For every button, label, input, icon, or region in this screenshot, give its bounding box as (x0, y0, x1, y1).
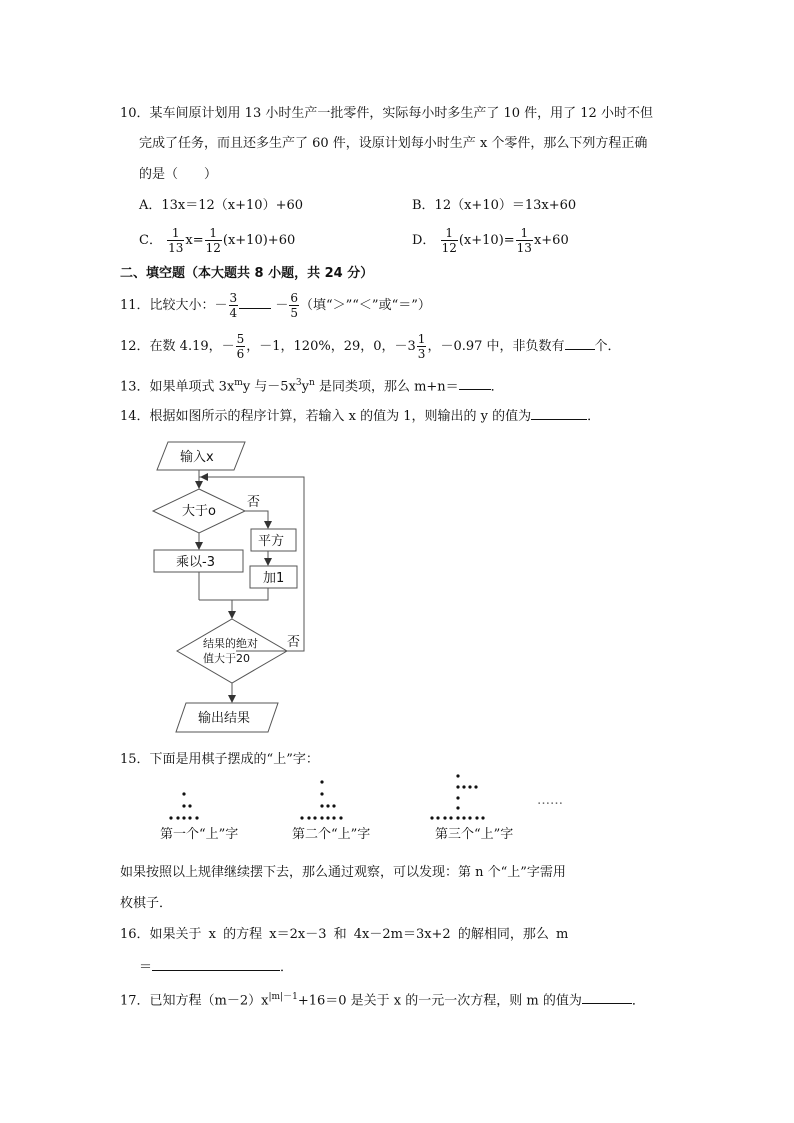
fraction: $\frac{3}{4}$ (229, 291, 238, 320)
fraction: $\frac{5}{6}$ (236, 332, 245, 361)
q10-option-c: C． $\frac{1}{13}$ x= $\frac{1}{12}$ (x+10)+60 (139, 226, 296, 255)
fraction: $\frac{1}{13}$ (168, 226, 184, 255)
q15-ellipsis: …… (537, 793, 563, 808)
flow-no1-label: 否 (247, 495, 261, 510)
flow-cond1-label: 大于o (182, 504, 216, 519)
q15-text: 15．下面是用棋子摆成的“上”字： (120, 752, 319, 767)
q15-caption-3: 第三个“上”字 (435, 827, 514, 842)
q16-line1: 16．如果关于 x 的方程 x＝2x－3 和 4x－2m＝3x+2 的解相同，那么 m (120, 927, 569, 942)
flow-cond2-line1: 结果的绝对 (203, 637, 258, 650)
q15-follow-1: 如果按照以上规律继续摆下去，那么通过观察，可以发现：第 n 个“上”字需用 (120, 865, 566, 880)
flow-add-label: 加1 (263, 571, 285, 586)
q13: 13．如果单项式 $3x^my$ 与$-5x^3y^n$ 是同类项，那么 m+n＝ ． (120, 378, 504, 395)
flow-output-label: 输出结果 (198, 711, 251, 726)
option-label: D． (412, 233, 436, 248)
q15-follow-2: 枚棋子． (120, 896, 173, 911)
q15-caption-2: 第二个“上”字 (292, 827, 371, 842)
fraction: $\frac{1}{12}$ (441, 226, 457, 255)
q10-line1: 10．某车间原计划用 13 小时生产一批零件，实际每小时多生产了 10 件，用了 12 小时不但 (120, 106, 653, 121)
q15-caption-1: 第一个“上”字 (160, 827, 239, 842)
fraction: $\frac{1}{13}$ (516, 226, 532, 255)
answer-blank (152, 957, 280, 971)
flow-no2-label: 否 (287, 635, 301, 650)
pattern-3 (430, 774, 484, 819)
fraction: $\frac{1}{3}$ (417, 332, 426, 361)
section-heading: 二、填空题（本大题共 8 小题，共 24 分） (120, 266, 374, 281)
q10-line2: 完成了任务，而且还多生产了 60 件，设原计划每小时生产 x 个零件，那么下列方程正确 (139, 136, 648, 151)
q10-option-d: D． $\frac{1}{12}$ (x+10)= $\frac{1}{13}$ x+60 (412, 226, 569, 255)
answer-blank (582, 990, 632, 1004)
fraction: $\frac{1}{12}$ (205, 226, 221, 255)
q10-option-a: A．13x＝12（x+10）+60 (139, 198, 304, 213)
q10-line3: 的是（ ） (139, 167, 218, 182)
flow-square-label: 平方 (258, 534, 285, 549)
q17: 17．已知方程$(m-2)x^{|m|-1}+16=0$ 是关于 x 的一元一次方程，则 m 的值为 ． (120, 992, 645, 1009)
fraction: $\frac{6}{5}$ (290, 291, 298, 320)
q16-line2: ＝ ． (139, 957, 293, 977)
pattern-2 (300, 780, 342, 819)
flow-mult-label: 乘以-3 (176, 555, 215, 570)
pattern-1 (169, 792, 198, 819)
flow-input-label: 输入x (180, 450, 214, 465)
option-label: C． (139, 233, 162, 248)
q11: 11．比较大小：－ $\frac{3}{4}$ － $\frac{6}{5}$ （填“＞”“＜”或“＝”） (120, 291, 431, 320)
flow-cond2-line2: 值大于20 (203, 652, 250, 665)
q10-option-b: B．12（x+10）＝13x+60 (412, 198, 577, 213)
q12: 12．在数 4.19，－ $\frac{5}{6}$ ，－1，120%，29，0，－3 $\frac{1}{3}$ ，－0.97 中，非负数有 个． (120, 332, 621, 361)
q14: 14．根据如图所示的程序计算，若输入 x 的值为 1，则输出的 y 的值为 ． (120, 406, 600, 426)
